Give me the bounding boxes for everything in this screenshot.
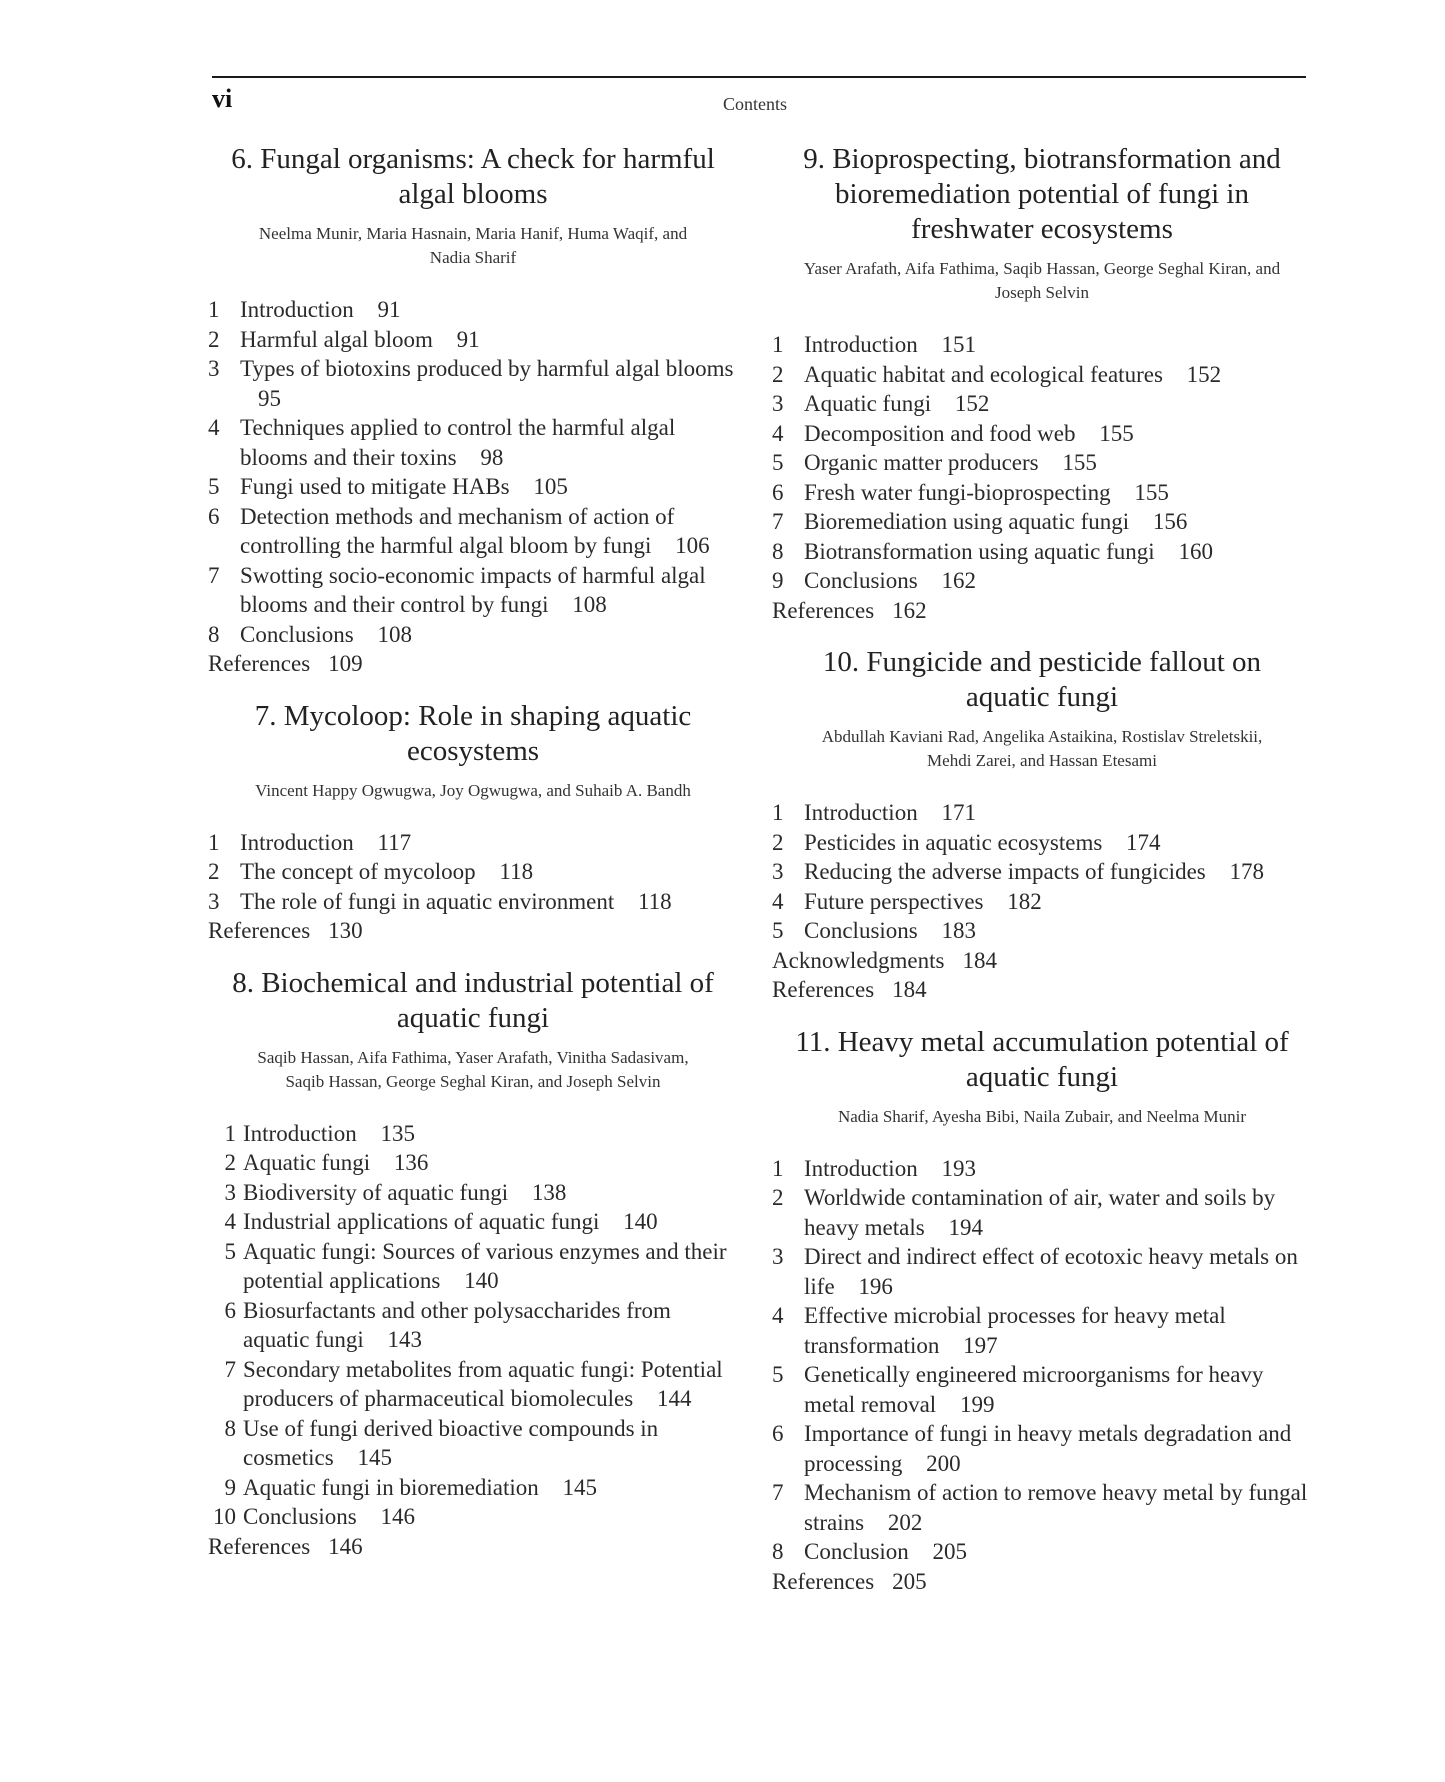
toc-entry-page: 155 xyxy=(1099,420,1134,446)
toc-entry-text-wrap xyxy=(804,1183,1312,1242)
toc-entry[interactable] xyxy=(208,620,738,650)
toc-entry-label: Fresh water fungi-bioprospecting xyxy=(804,479,1111,505)
toc-entry[interactable] xyxy=(772,1478,1312,1537)
chapter-authors: Neelma Munir, Maria Hasnain, Maria Hanif, Huma Waqif, and Nadia Sharif xyxy=(258,224,688,267)
toc-entry[interactable] xyxy=(208,1355,738,1414)
toc-entry-page: 91 xyxy=(377,297,401,322)
toc-entry-number: 1 xyxy=(208,829,220,855)
toc-entry-page: 174 xyxy=(1126,829,1161,855)
toc-entry-text-wrap xyxy=(240,828,738,858)
toc-entry-page: 106 xyxy=(675,533,710,558)
toc-entry[interactable] xyxy=(772,389,1312,419)
toc-entry[interactable] xyxy=(208,887,738,917)
toc-entry[interactable] xyxy=(772,360,1312,390)
right-column xyxy=(772,142,1312,1596)
toc-entry-page: 152 xyxy=(954,391,990,416)
toc-entry-label: Direct and indirect effect of ecotoxic heavy metals on life xyxy=(804,1244,1298,1299)
toc-entry[interactable] xyxy=(208,857,738,887)
toc-entry-number: 7 xyxy=(772,1480,784,1505)
toc-entry-text-wrap xyxy=(240,857,738,887)
toc-entry-number: 2 xyxy=(772,361,784,387)
toc-entry-text-wrap xyxy=(804,360,1312,390)
toc-entry-label: Techniques applied to control the harmful algal blooms and their toxins xyxy=(240,415,676,470)
toc-back-matter-entry[interactable] xyxy=(208,1532,738,1562)
back-matter-label: References xyxy=(772,597,875,623)
toc-entry-label: Use of fungi derived bioactive compounds in cosmetics xyxy=(243,1415,659,1470)
toc-entry-page: 171 xyxy=(941,800,976,825)
toc-entry-text-wrap xyxy=(804,389,1312,419)
toc-entry[interactable] xyxy=(208,1414,738,1473)
toc-entry-page: 178 xyxy=(1229,859,1264,884)
toc-entry-number: 9 xyxy=(224,1474,236,1500)
toc-entry-text-wrap xyxy=(804,507,1312,537)
toc-entry-label: Introduction xyxy=(804,1155,918,1181)
toc-entry-page: 135 xyxy=(380,1120,415,1146)
toc-entry-number: 4 xyxy=(224,1209,236,1234)
toc-entry-label: Organic matter producers xyxy=(804,450,1039,475)
toc-entry-text-wrap xyxy=(804,1154,1312,1184)
toc-entry[interactable] xyxy=(772,828,1312,858)
toc-entry-page: 95 xyxy=(258,385,281,411)
toc-entry-text-wrap xyxy=(804,1419,1312,1478)
toc-entry-label: Effective microbial processes for heavy metal transformation xyxy=(804,1303,1226,1358)
toc-entry-number: 4 xyxy=(772,1303,784,1328)
toc-entry-label: Aquatic fungi xyxy=(804,391,932,416)
chapter-section xyxy=(208,142,738,679)
toc-entry-text-wrap xyxy=(243,1178,738,1208)
toc-entry-page: 155 xyxy=(1134,479,1169,505)
toc-entry-number: 7 xyxy=(224,1356,236,1382)
back-matter-page: 205 xyxy=(892,1568,927,1594)
back-matter-label: References xyxy=(208,1533,311,1559)
toc-entry-label: Conclusions xyxy=(804,918,918,943)
toc-entry-label: Types of biotoxins produced by harmful algal blooms xyxy=(240,356,734,381)
toc-entry-label: Genetically engineered microorganisms for heavy metal removal xyxy=(804,1362,1264,1417)
back-matter-label: References xyxy=(208,651,311,676)
toc-entry-text-wrap xyxy=(240,354,738,413)
toc-entry-page: 108 xyxy=(572,592,607,617)
toc-entry-label: Harmful algal bloom xyxy=(240,326,433,352)
toc-entry-number: 2 xyxy=(772,1185,784,1210)
toc-entry-text-wrap xyxy=(804,887,1312,917)
toc-entry-label: Aquatic fungi in bioremediation xyxy=(243,1474,539,1500)
toc-entry[interactable] xyxy=(208,1148,738,1178)
toc-entry-number: 2 xyxy=(208,326,220,352)
toc-entry-text-wrap xyxy=(804,798,1312,828)
toc-entry-page: 202 xyxy=(887,1509,923,1535)
toc-entry-label: Conclusion xyxy=(804,1539,909,1564)
top-rule xyxy=(212,76,1306,78)
chapter-section xyxy=(208,699,738,946)
toc-entry-text-wrap xyxy=(804,448,1312,478)
toc-entry-page: 162 xyxy=(941,568,976,593)
toc-entry-text-wrap xyxy=(804,330,1312,360)
toc-entry-list xyxy=(208,828,738,946)
toc-entry-number: 1 xyxy=(772,800,784,825)
toc-entry-text-wrap xyxy=(243,1237,738,1296)
toc-entry[interactable] xyxy=(208,828,738,858)
toc-entry-list xyxy=(208,295,738,679)
toc-entry-text-wrap xyxy=(804,828,1312,858)
toc-back-matter-entry[interactable] xyxy=(772,946,1312,976)
toc-entry-label: Biosurfactants and other polysaccharides from aquatic fungi xyxy=(243,1297,671,1352)
toc-entry[interactable] xyxy=(772,1154,1312,1184)
toc-entry-number: 3 xyxy=(772,859,784,884)
toc-entry[interactable] xyxy=(208,1473,738,1503)
toc-entry-number: 4 xyxy=(772,888,784,914)
toc-entry-label: Introduction xyxy=(804,332,918,357)
toc-entry-text-wrap xyxy=(243,1207,738,1237)
chapter-title[interactable]: 7. Mycoloop: Role in shaping aquatic ecosystems xyxy=(254,699,692,767)
toc-entry[interactable] xyxy=(208,472,738,502)
toc-entry-text-wrap xyxy=(804,1242,1312,1301)
toc-entry-page: 182 xyxy=(1007,888,1042,914)
toc-entry[interactable] xyxy=(772,1301,1312,1360)
toc-entry-number: 7 xyxy=(208,562,220,588)
toc-entry-text-wrap xyxy=(804,1301,1312,1360)
toc-entry-page: 145 xyxy=(562,1474,597,1500)
toc-entry-text-wrap xyxy=(240,561,738,620)
toc-entry-number: 3 xyxy=(772,391,784,416)
chapter-authors: Vincent Happy Ogwugwa, Joy Ogwugwa, and Suhaib A. Bandh xyxy=(255,780,691,800)
toc-entry[interactable] xyxy=(208,1502,738,1532)
toc-entry-label: Decomposition and food web xyxy=(804,420,1076,446)
toc-entry-page: 193 xyxy=(941,1155,976,1181)
toc-entry[interactable] xyxy=(208,295,738,325)
back-matter-page: 109 xyxy=(328,651,363,676)
toc-entry-page: 199 xyxy=(959,1391,995,1417)
toc-entry-label: The role of fungi in aquatic environment xyxy=(240,888,615,914)
toc-entry-page: 91 xyxy=(456,326,480,352)
toc-entry[interactable] xyxy=(772,537,1312,567)
toc-entry-number: 4 xyxy=(208,415,220,440)
toc-entry-list xyxy=(772,1154,1312,1597)
back-matter-page: 130 xyxy=(328,918,363,943)
toc-entry-number: 8 xyxy=(224,1415,236,1441)
toc-entry[interactable] xyxy=(208,1119,738,1149)
toc-entry[interactable] xyxy=(772,1537,1312,1567)
toc-entry-label: Introduction xyxy=(240,829,354,855)
page-number: vi xyxy=(212,84,233,113)
toc-entry-number: 3 xyxy=(208,356,220,381)
toc-entry-label: Future perspectives xyxy=(804,888,984,914)
toc-entry-number: 4 xyxy=(772,420,784,446)
toc-entry-label: Worldwide contamination of air, water and soils by heavy metals xyxy=(804,1185,1276,1240)
chapter-authors: Saqib Hassan, Aifa Fathima, Yaser Arafath, Vinitha Sadasivam, Saqib Hassan, George Seghal Kiran, and Joseph Selvin xyxy=(257,1047,689,1091)
toc-entry-number: 5 xyxy=(208,474,220,499)
toc-entry-page: 160 xyxy=(1178,538,1213,564)
chapter-authors: Yaser Arafath, Aifa Fathima, Saqib Hassan, George Seghal Kiran, and Joseph Selvin xyxy=(803,259,1281,302)
toc-entry-text-wrap xyxy=(243,1296,738,1355)
toc-entry-label: Importance of fungi in heavy metals degradation and processing xyxy=(804,1421,1292,1476)
toc-entry[interactable] xyxy=(208,561,738,620)
toc-entry[interactable] xyxy=(208,1296,738,1355)
toc-entry-number: 8 xyxy=(772,538,784,564)
toc-entry-label: Secondary metabolites from aquatic fungi: Potential producers of pharmaceutical biomolecules xyxy=(243,1356,723,1411)
toc-entry-list xyxy=(772,330,1312,625)
toc-back-matter-entry[interactable] xyxy=(772,975,1312,1005)
toc-entry-page: 155 xyxy=(1062,450,1097,475)
toc-entry-page: 140 xyxy=(623,1209,658,1234)
back-matter-label: References xyxy=(772,1568,875,1594)
toc-entry-page: 156 xyxy=(1152,509,1188,534)
toc-entry-page: 194 xyxy=(948,1214,983,1240)
toc-entry[interactable] xyxy=(772,478,1312,508)
toc-entry-number: 8 xyxy=(208,621,220,647)
toc-entry[interactable] xyxy=(772,1242,1312,1301)
toc-entry-page: 146 xyxy=(380,1504,415,1529)
toc-entry-label: Detection methods and mechanism of action of controlling the harmful algal bloom by fungi xyxy=(240,503,675,558)
toc-entry-text-wrap xyxy=(240,295,738,325)
toc-entry-number: 5 xyxy=(772,918,784,943)
toc-entry-text-wrap xyxy=(804,1537,1312,1567)
toc-entry-page: 196 xyxy=(858,1273,893,1299)
toc-entry-number: 2 xyxy=(224,1150,236,1175)
toc-entry-text-wrap xyxy=(240,502,738,561)
toc-entry-page: 151 xyxy=(941,332,976,357)
toc-entry-text-wrap xyxy=(804,419,1312,449)
toc-entry-label: Conclusions xyxy=(804,568,918,593)
chapter-title[interactable]: 9. Bioprospecting, biotransformation and bioremediation potential of fungi in freshwater ecosystems xyxy=(803,143,1281,245)
toc-entry-label: Introduction xyxy=(240,297,354,322)
back-matter-page: 146 xyxy=(328,1533,363,1559)
toc-entry[interactable] xyxy=(772,448,1312,478)
chapter-title[interactable]: 6. Fungal organisms: A check for harmful algal blooms xyxy=(231,143,715,210)
running-head: Contents xyxy=(722,94,787,114)
back-matter-label: References xyxy=(208,918,311,943)
toc-entry-number: 3 xyxy=(224,1179,236,1205)
toc-entry-label: Aquatic fungi: Sources of various enzymes and their potential applications xyxy=(243,1238,727,1293)
toc-entry[interactable] xyxy=(208,1207,738,1237)
toc-entry-text-wrap xyxy=(804,1478,1312,1537)
toc-entry-page: 200 xyxy=(926,1450,961,1476)
toc-entry[interactable] xyxy=(208,1178,738,1208)
toc-entry-page: 143 xyxy=(387,1327,422,1352)
toc-entry-page: 144 xyxy=(656,1386,692,1411)
toc-entry-text-wrap xyxy=(804,1360,1312,1419)
toc-entry-text-wrap xyxy=(243,1502,738,1532)
toc-entry-text-wrap xyxy=(243,1119,738,1149)
toc-entry-page: 98 xyxy=(480,444,504,470)
toc-entry[interactable] xyxy=(772,419,1312,449)
toc-entry-page: 152 xyxy=(1186,361,1222,387)
toc-entry[interactable] xyxy=(772,887,1312,917)
toc-entry-text-wrap xyxy=(240,413,738,472)
toc-entry[interactable] xyxy=(772,916,1312,946)
chapter-section xyxy=(772,142,1312,625)
toc-entry[interactable] xyxy=(208,413,738,472)
toc-entry[interactable] xyxy=(772,330,1312,360)
toc-entry-number: 7 xyxy=(772,509,784,534)
chapter-section xyxy=(772,1025,1312,1597)
toc-entry-label: Conclusions xyxy=(240,621,354,647)
back-matter-page: 184 xyxy=(962,947,997,973)
toc-entry-text-wrap xyxy=(243,1148,738,1178)
chapter-title[interactable]: 11. Heavy metal accumulation potential of aquatic fungi xyxy=(795,1025,1289,1093)
toc-entry-label: Pesticides in aquatic ecosystems xyxy=(804,829,1103,855)
toc-entry-number: 1 xyxy=(772,1155,784,1181)
toc-entry-label: Reducing the adverse impacts of fungicides xyxy=(804,859,1206,884)
toc-entry-label: Conclusions xyxy=(243,1504,357,1529)
toc-entry-label: Aquatic fungi xyxy=(243,1150,371,1175)
toc-entry-text-wrap xyxy=(804,857,1312,887)
toc-entry[interactable] xyxy=(772,1419,1312,1478)
toc-entry-text-wrap xyxy=(804,916,1312,946)
toc-back-matter-entry[interactable] xyxy=(208,916,738,946)
toc-entry-label: Mechanism of action to remove heavy metal by fungal strains xyxy=(804,1480,1308,1535)
toc-entry-text-wrap xyxy=(804,537,1312,567)
toc-back-matter-entry[interactable] xyxy=(772,596,1312,626)
toc-entry-page: 183 xyxy=(941,918,976,943)
back-matter-page: 162 xyxy=(892,597,927,623)
toc-entry-page: 105 xyxy=(533,474,568,499)
toc-entry-page: 108 xyxy=(377,621,412,647)
toc-entry-text-wrap xyxy=(804,566,1312,596)
toc-entry-label: The concept of mycoloop xyxy=(240,859,476,884)
toc-entry-number: 9 xyxy=(772,568,784,593)
toc-entry-number: 6 xyxy=(224,1297,236,1323)
toc-entry-text-wrap xyxy=(243,1355,738,1414)
toc-entry-page: 117 xyxy=(377,829,412,855)
toc-entry-text-wrap xyxy=(804,478,1312,508)
chapter-section xyxy=(772,645,1312,1005)
toc-entry[interactable] xyxy=(208,1237,738,1296)
chapter-section xyxy=(208,966,738,1562)
toc-entry-text-wrap xyxy=(240,887,738,917)
toc-entry-number: 10 xyxy=(213,1504,236,1529)
toc-entry-text-wrap xyxy=(240,325,738,355)
toc-entry-list xyxy=(208,1119,738,1562)
toc-entry-label: Swotting socio-economic impacts of harmful algal blooms and their control by fungi xyxy=(240,562,706,617)
toc-entry-label: Industrial applications of aquatic fungi xyxy=(243,1209,600,1234)
toc-entry-number: 6 xyxy=(772,479,784,505)
toc-entry-page: 118 xyxy=(638,888,672,914)
toc-entry-number: 5 xyxy=(772,450,784,475)
chapter-authors: Abdullah Kaviani Rad, Angelika Astaikina, Rostislav Streletskii, Mehdi Zarei, and Hassan Etesami xyxy=(821,727,1263,770)
toc-entry[interactable] xyxy=(208,354,738,413)
back-matter-page: 184 xyxy=(892,977,927,1002)
toc-entry-page: 140 xyxy=(464,1268,499,1293)
toc-entry-number: 6 xyxy=(772,1421,784,1446)
toc-entry-number: 1 xyxy=(224,1120,236,1146)
toc-entry-page: 197 xyxy=(963,1332,998,1358)
toc-entry-number: 1 xyxy=(208,297,220,322)
toc-entry-page: 118 xyxy=(499,859,534,884)
toc-entry[interactable] xyxy=(772,1183,1312,1242)
chapter-title[interactable]: 10. Fungicide and pesticide fallout on aquatic fungi xyxy=(822,646,1262,713)
toc-entry-number: 2 xyxy=(772,829,784,855)
toc-entry-label: Biodiversity of aquatic fungi xyxy=(243,1179,509,1205)
toc-entry-label: Aquatic habitat and ecological features xyxy=(804,361,1163,387)
toc-entry-number: 1 xyxy=(772,332,784,357)
toc-entry-number: 5 xyxy=(224,1238,236,1264)
toc-entry-page: 205 xyxy=(932,1539,968,1564)
toc-entry-text-wrap xyxy=(243,1414,738,1473)
toc-entry[interactable] xyxy=(772,566,1312,596)
toc-entry-number: 2 xyxy=(208,859,220,884)
toc-entry[interactable] xyxy=(772,1360,1312,1419)
toc-entry-label: Bioremediation using aquatic fungi xyxy=(804,509,1130,534)
toc-entry-label: Biotransformation using aquatic fungi xyxy=(804,538,1155,564)
toc-entry-text-wrap xyxy=(240,472,738,502)
toc-entry-page: 145 xyxy=(357,1445,392,1470)
back-matter-label: Acknowledgments xyxy=(772,947,945,973)
toc-entry-label: Introduction xyxy=(804,800,918,825)
toc-entry[interactable] xyxy=(208,502,738,561)
toc-entry-page: 138 xyxy=(531,1179,567,1205)
toc-entry-text-wrap xyxy=(243,1473,738,1503)
toc-back-matter-entry[interactable] xyxy=(772,1567,1312,1597)
toc-entry-number: 3 xyxy=(772,1244,784,1269)
toc-entry-text-wrap xyxy=(240,620,738,650)
toc-back-matter-entry[interactable] xyxy=(208,649,738,679)
toc-entry-number: 3 xyxy=(208,888,220,914)
toc-entry[interactable] xyxy=(208,325,738,355)
toc-entry[interactable] xyxy=(772,507,1312,537)
chapter-authors: Nadia Sharif, Ayesha Bibi, Naila Zubair, and Neelma Munir xyxy=(837,1106,1246,1126)
left-column xyxy=(208,142,738,1561)
toc-entry[interactable] xyxy=(772,798,1312,828)
toc-entry-label: Introduction xyxy=(243,1120,357,1146)
toc-entry-number: 8 xyxy=(772,1539,784,1564)
toc-entry-number: 5 xyxy=(772,1362,784,1387)
chapter-title[interactable]: 8. Biochemical and industrial potential of aquatic fungi xyxy=(232,966,714,1034)
toc-entry-number: 6 xyxy=(208,503,220,529)
toc-entry-label: Fungi used to mitigate HABs xyxy=(240,474,510,499)
toc-entry-page: 136 xyxy=(393,1150,429,1175)
toc-entry-list xyxy=(772,798,1312,1005)
toc-entry[interactable] xyxy=(772,857,1312,887)
back-matter-label: References xyxy=(772,977,875,1002)
